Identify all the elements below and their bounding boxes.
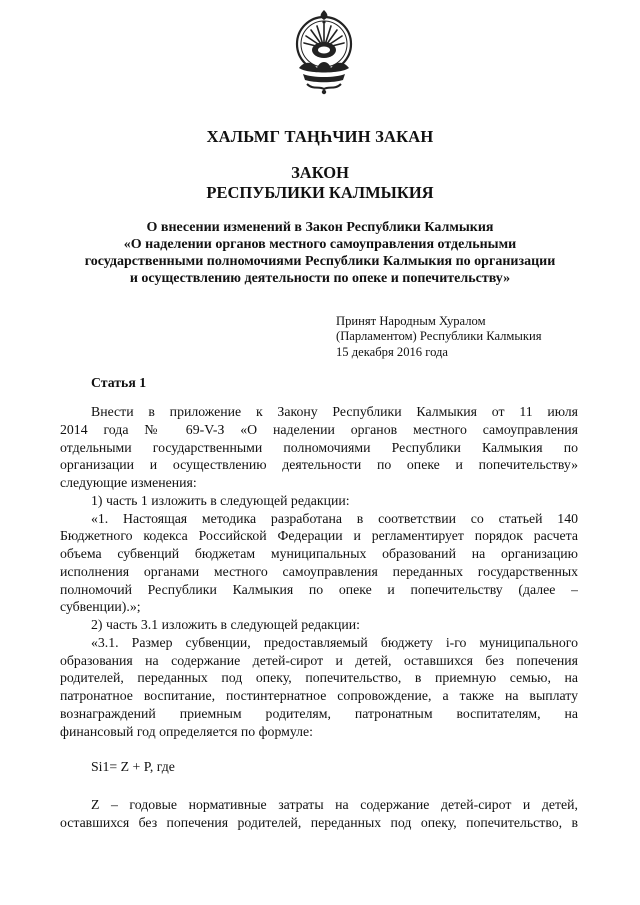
body-line: Внести в приложение к Закону Республики Калмыкия от 11 июля xyxy=(91,404,578,419)
adoption-note-line: 15 декабря 2016 года xyxy=(336,344,449,359)
law-title-line: ЗАКОН xyxy=(291,163,349,182)
body-line: родителей, переданных под опеку, попечительство, в приемную семью, на xyxy=(60,670,578,686)
article-heading: Статья 1 xyxy=(91,375,147,390)
body-line: следующие изменения: xyxy=(60,475,197,490)
body-line: Бюджетного кодекса Российской Федерации и регламентирует порядок расчета xyxy=(60,528,578,544)
kalmykia-emblem-icon xyxy=(293,10,355,96)
subtitle-line: О внесении изменений в Закон Республики Калмыкия xyxy=(146,220,494,235)
subtitle-line: государственными полномочиями Республики Калмыкия по организации xyxy=(84,254,556,269)
kalmyk-law-title: ХАЛЬМГ ТАҢҺЧИН ЗАКАН xyxy=(206,127,434,146)
body-line: организации и осуществлению деятельности по опеке и попечительству» xyxy=(60,457,578,473)
body-line: патронатное воспитание, постинтернатное сопровождение, а также на выплату xyxy=(60,688,578,703)
article-body-continued xyxy=(60,796,578,832)
body-line: Z – годовые нормативные затраты на содержание детей-сирот и детей, xyxy=(91,797,578,812)
body-line: вознаграждений приемным родителям, патронатным воспитателям, на xyxy=(60,705,578,721)
body-line: «1. Настоящая методика разработана в соответствии со статьей 140 xyxy=(91,510,578,526)
adoption-note-line: (Парламентом) Республики Калмыкия xyxy=(336,329,542,344)
body-line: исполнения органами местного самоуправления переданных государственных xyxy=(60,563,578,579)
body-line: «3.1. Размер субвенции, предоставляемый бюджету i-го муниципального xyxy=(91,634,578,650)
body-line: субвенции).»; xyxy=(60,599,141,615)
formula: Si1= Z + P, где xyxy=(91,759,175,774)
body-line: объема субвенций бюджетам муниципальных образований на организацию xyxy=(60,546,578,561)
body-line: образования на содержание детей-сирот и детей, оставшихся без попечения xyxy=(60,652,578,668)
body-line: оставшихся без попечения родителей, переданных под опеку, попечительство, в xyxy=(60,814,578,830)
law-subtitle xyxy=(0,219,640,287)
body-line: 2014 года № 69-V-З «О наделении органов местного самоуправления xyxy=(60,421,578,437)
body-line: 1) часть 1 изложить в следующей редакции: xyxy=(91,492,350,508)
adoption-note xyxy=(336,314,542,360)
body-line: полномочий Республики Калмыкия по опеке и попечительству (далее – xyxy=(60,581,578,597)
adoption-note-line: Принят Народным Хуралом xyxy=(336,314,486,328)
article-body xyxy=(60,403,578,740)
subtitle-line: и осуществлению деятельности по опеке и попечительству» xyxy=(129,271,511,286)
subtitle-line: «О наделении органов местного самоуправления отдельными xyxy=(123,237,517,252)
law-title xyxy=(0,163,640,203)
body-line: 2) часть 3.1 изложить в следующей редакции: xyxy=(91,617,360,632)
law-title-line: РЕСПУБЛИКИ КАЛМЫКИЯ xyxy=(206,183,434,202)
body-line: отдельными государственными полномочиями Республики Калмыкия по xyxy=(60,439,578,455)
body-line: финансовый год определяется по формуле: xyxy=(60,723,313,739)
